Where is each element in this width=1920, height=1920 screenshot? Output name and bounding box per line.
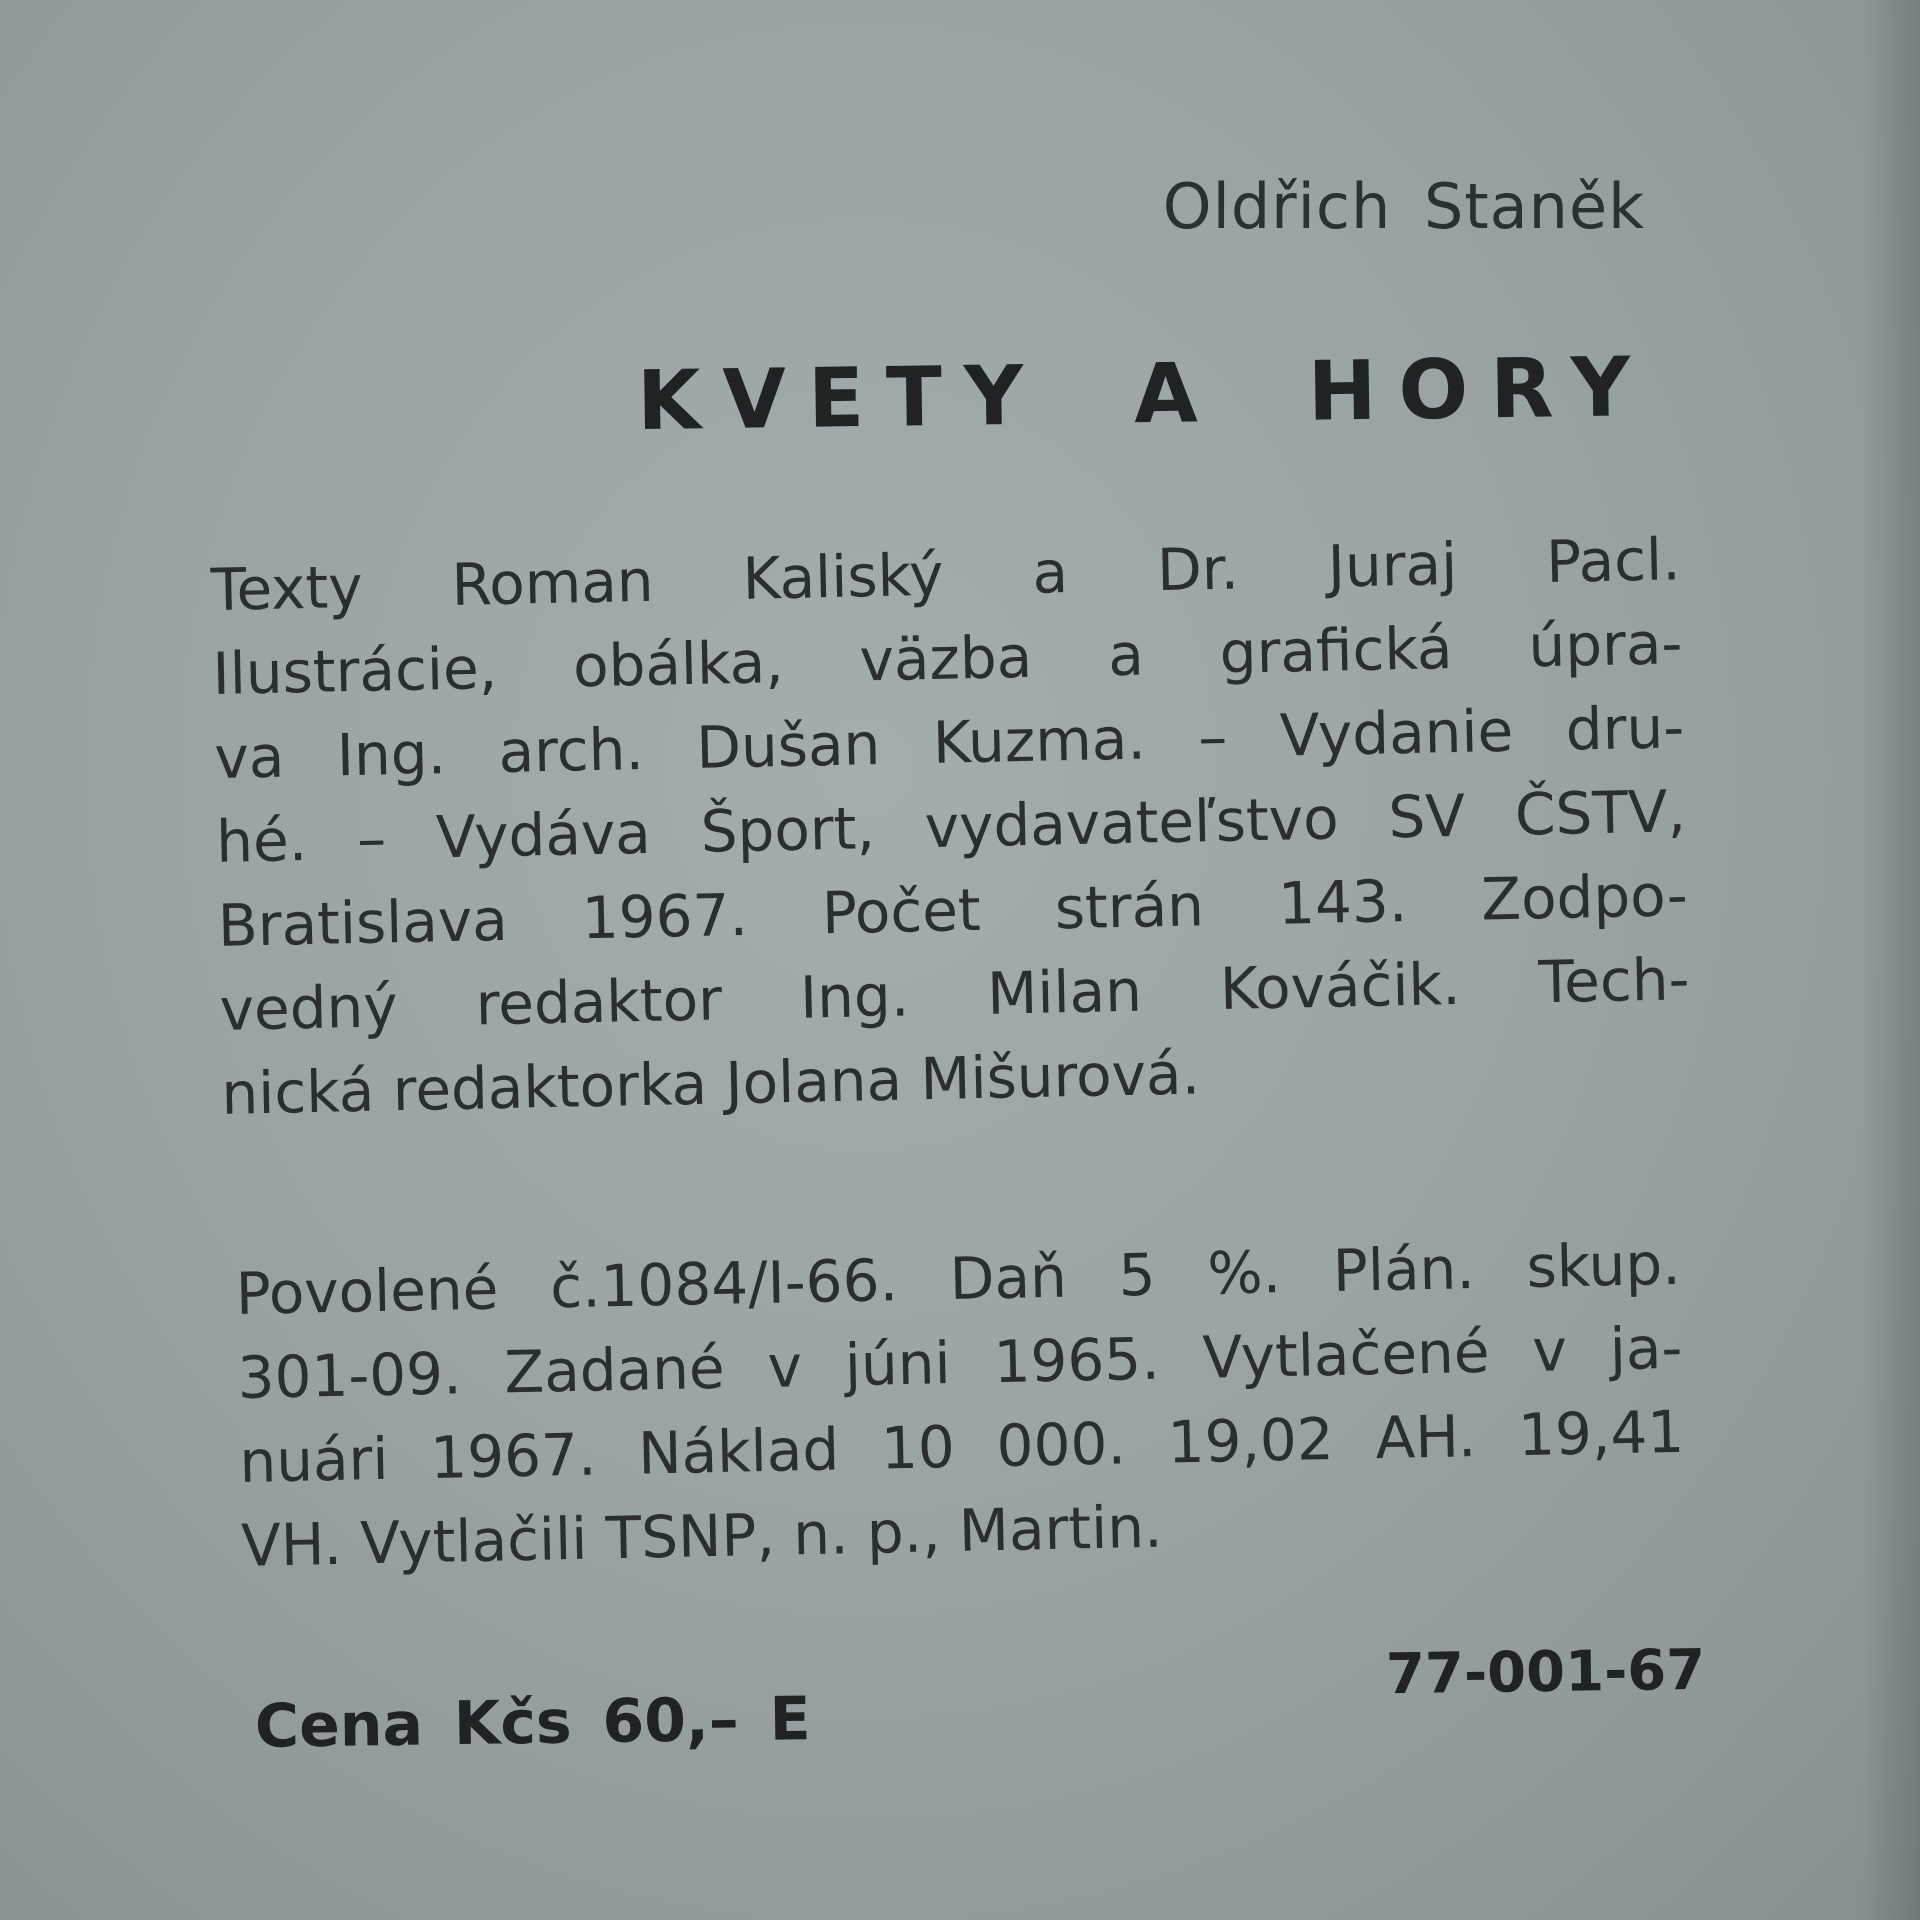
catalog-code: 77-001-67: [1385, 1637, 1706, 1708]
author-name: Oldřich Staněk: [1162, 170, 1645, 243]
printing-line: nuári 1967. Náklad 10 000. 19,02 AH. 19,41: [238, 1397, 1685, 1496]
credits-line: hé. – Vydáva Šport, vydavateľstvo SV ČSTV,: [215, 777, 1687, 876]
book-title: KVETY A HORY: [636, 340, 1653, 450]
credits-line: vedný redaktor Ing. Milan Kováčik. Tech-: [218, 945, 1691, 1044]
credits-line: Texty Roman Kaliský a Dr. Juraj Pacl.: [210, 525, 1682, 624]
printing-details-paragraph: [235, 1222, 1687, 1588]
printing-line: Povolené č.1084/I-66. Daň 5 %. Plán. skup.: [235, 1229, 1682, 1328]
page-edge-shadow: [1860, 0, 1920, 1920]
credits-line: Bratislava 1967. Počet strán 143. Zodpo-: [217, 861, 1689, 960]
credits-paragraph: [210, 517, 1692, 1136]
credits-line: Ilustrácie, obálka, väzba a grafická úpra-: [211, 609, 1684, 708]
price-label: Cena Kčs 60,– E: [254, 1684, 812, 1762]
credits-line: va Ing. arch. Dušan Kuzma. – Vydanie dru-: [213, 693, 1685, 792]
printing-line: 301-09. Zadané v júni 1965. Vytlačené v ja-: [236, 1313, 1684, 1412]
printing-line: VH. Vytlačili TSNP, n. p., Martin.: [240, 1492, 1164, 1580]
credits-line: nická redaktorka Jolana Mišurová.: [220, 1039, 1201, 1128]
